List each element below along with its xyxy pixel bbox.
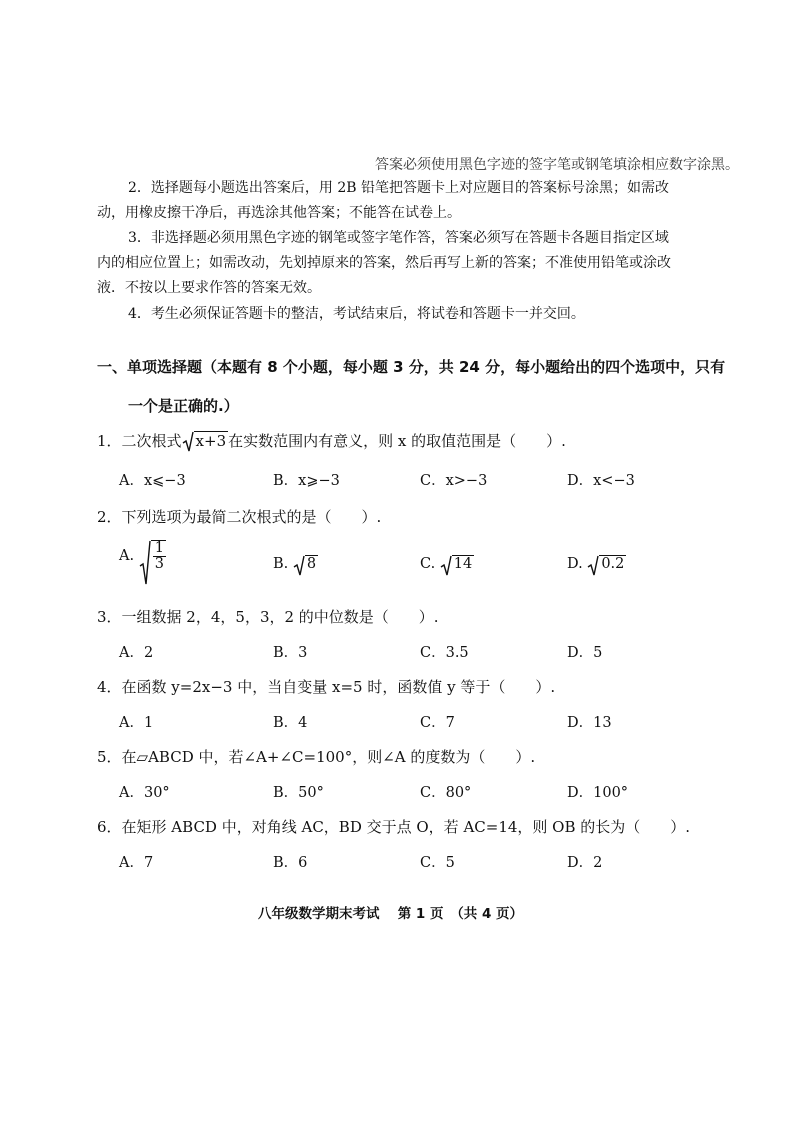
q3-option-b: B．3 <box>273 645 308 661</box>
q6-option-d: D．2 <box>567 855 603 871</box>
q1-option-c: C．x>−3 <box>420 473 488 489</box>
question-4-stem: 4．在函数 y=2x−3 中，当自变量 x=5 时，函数值 y 等于（ ）. <box>97 678 556 696</box>
sqrt-14: 14 <box>440 555 474 572</box>
q2-option-a <box>119 540 166 572</box>
question-6-stem: 6．在矩形 ABCD 中，对角线 AC，BD 交于点 O，若 AC=14，则 OB 的长为（ ）. <box>97 818 691 836</box>
q4-option-a: A．1 <box>119 715 154 731</box>
note-3-line-2: 内的相应位置上；如需改动，先划掉原来的答案，然后再写上新的答案；不准使用铅笔或涂改 <box>97 255 671 271</box>
q2-option-c-label: C. <box>420 556 436 572</box>
q2-option-a-label: A. <box>119 548 135 565</box>
q1-option-b: B．x⩾−3 <box>273 473 340 489</box>
cut-note-line: 答案必须使用黑色字迹的签字笔或钢笔填涂相应数字涂黑。 <box>375 157 739 173</box>
q3-option-d: D．5 <box>567 645 603 661</box>
radical-sign-icon <box>139 540 151 586</box>
q1-option-d: D．x<−3 <box>567 473 635 489</box>
note-2-line-1: 2．选择题每小题选出答案后，用 2B 铅笔把答题卡上对应题目的答案标号涂黑；如需改 <box>128 180 670 196</box>
q3-option-c: C．3.5 <box>420 645 469 661</box>
note-3-line-1: 3．非选择题必须用黑色字迹的钢笔或签字笔作答，答案必须写在答题卡各题目指定区域 <box>128 230 669 246</box>
q6-option-a: A．7 <box>119 855 154 871</box>
q2-option-d <box>567 555 626 572</box>
question-1-stem <box>97 430 566 451</box>
section-heading-line-2: 一个是正确的.） <box>128 397 239 415</box>
note-2-line-2: 动，用橡皮擦干净后，再选涂其他答案；不能答在试卷上。 <box>97 205 461 221</box>
note-3-line-3: 液．不按以上要求作答的答案无效。 <box>97 280 321 296</box>
question-1-pre: 1．二次根式 <box>97 432 182 450</box>
q2-option-b-label: B. <box>273 556 289 572</box>
question-2-stem: 2．下列选项为最简二次根式的是（ ）. <box>97 508 382 526</box>
q5-option-b: B．50° <box>273 785 324 801</box>
q3-option-a: A．2 <box>119 645 154 661</box>
q2-option-d-label: D. <box>567 556 583 572</box>
q1-option-a: A．x⩽−3 <box>119 473 186 489</box>
sqrt-0-2: 0.2 <box>587 555 626 572</box>
page-footer: 八年级数学期末考试 第 1 页 （共 4 页） <box>258 906 524 922</box>
sqrt-one-third: $\frac{1}{3}$ <box>139 540 166 572</box>
q5-option-c: C．80° <box>420 785 472 801</box>
sqrt-8: 8 <box>293 555 318 572</box>
q4-option-c: C．7 <box>420 715 455 731</box>
sqrt-x-plus-3: x+3 <box>182 431 229 450</box>
question-5-stem: 5．在▱ABCD 中，若∠A+∠C=100°，则∠A 的度数为（ ）. <box>97 748 536 766</box>
q4-option-b: B．4 <box>273 715 308 731</box>
q6-option-c: C．5 <box>420 855 455 871</box>
question-1-post: 在实数范围内有意义，则 x 的取值范围是（ ）. <box>228 432 566 450</box>
q2-option-c <box>420 555 474 572</box>
radical-sign-icon <box>182 431 194 453</box>
radical-sign-icon <box>587 555 599 577</box>
note-4: 4．考生必须保证答题卡的整洁，考试结束后，将试卷和答题卡一并交回。 <box>128 306 585 322</box>
radical-sign-icon <box>440 555 452 577</box>
q6-option-b: B．6 <box>273 855 308 871</box>
section-heading-line-1: 一、单项选择题（本题有 8 个小题，每小题 3 分，共 24 分，每小题给出的四个选项中，只有 <box>97 358 726 376</box>
radical-sign-icon <box>293 555 305 577</box>
q5-option-a: A．30° <box>119 785 170 801</box>
q5-option-d: D．100° <box>567 785 629 801</box>
q4-option-d: D．13 <box>567 715 612 731</box>
q2-option-b <box>273 555 318 572</box>
question-3-stem: 3．一组数据 2，4，5，3，2 的中位数是（ ）. <box>97 608 439 626</box>
